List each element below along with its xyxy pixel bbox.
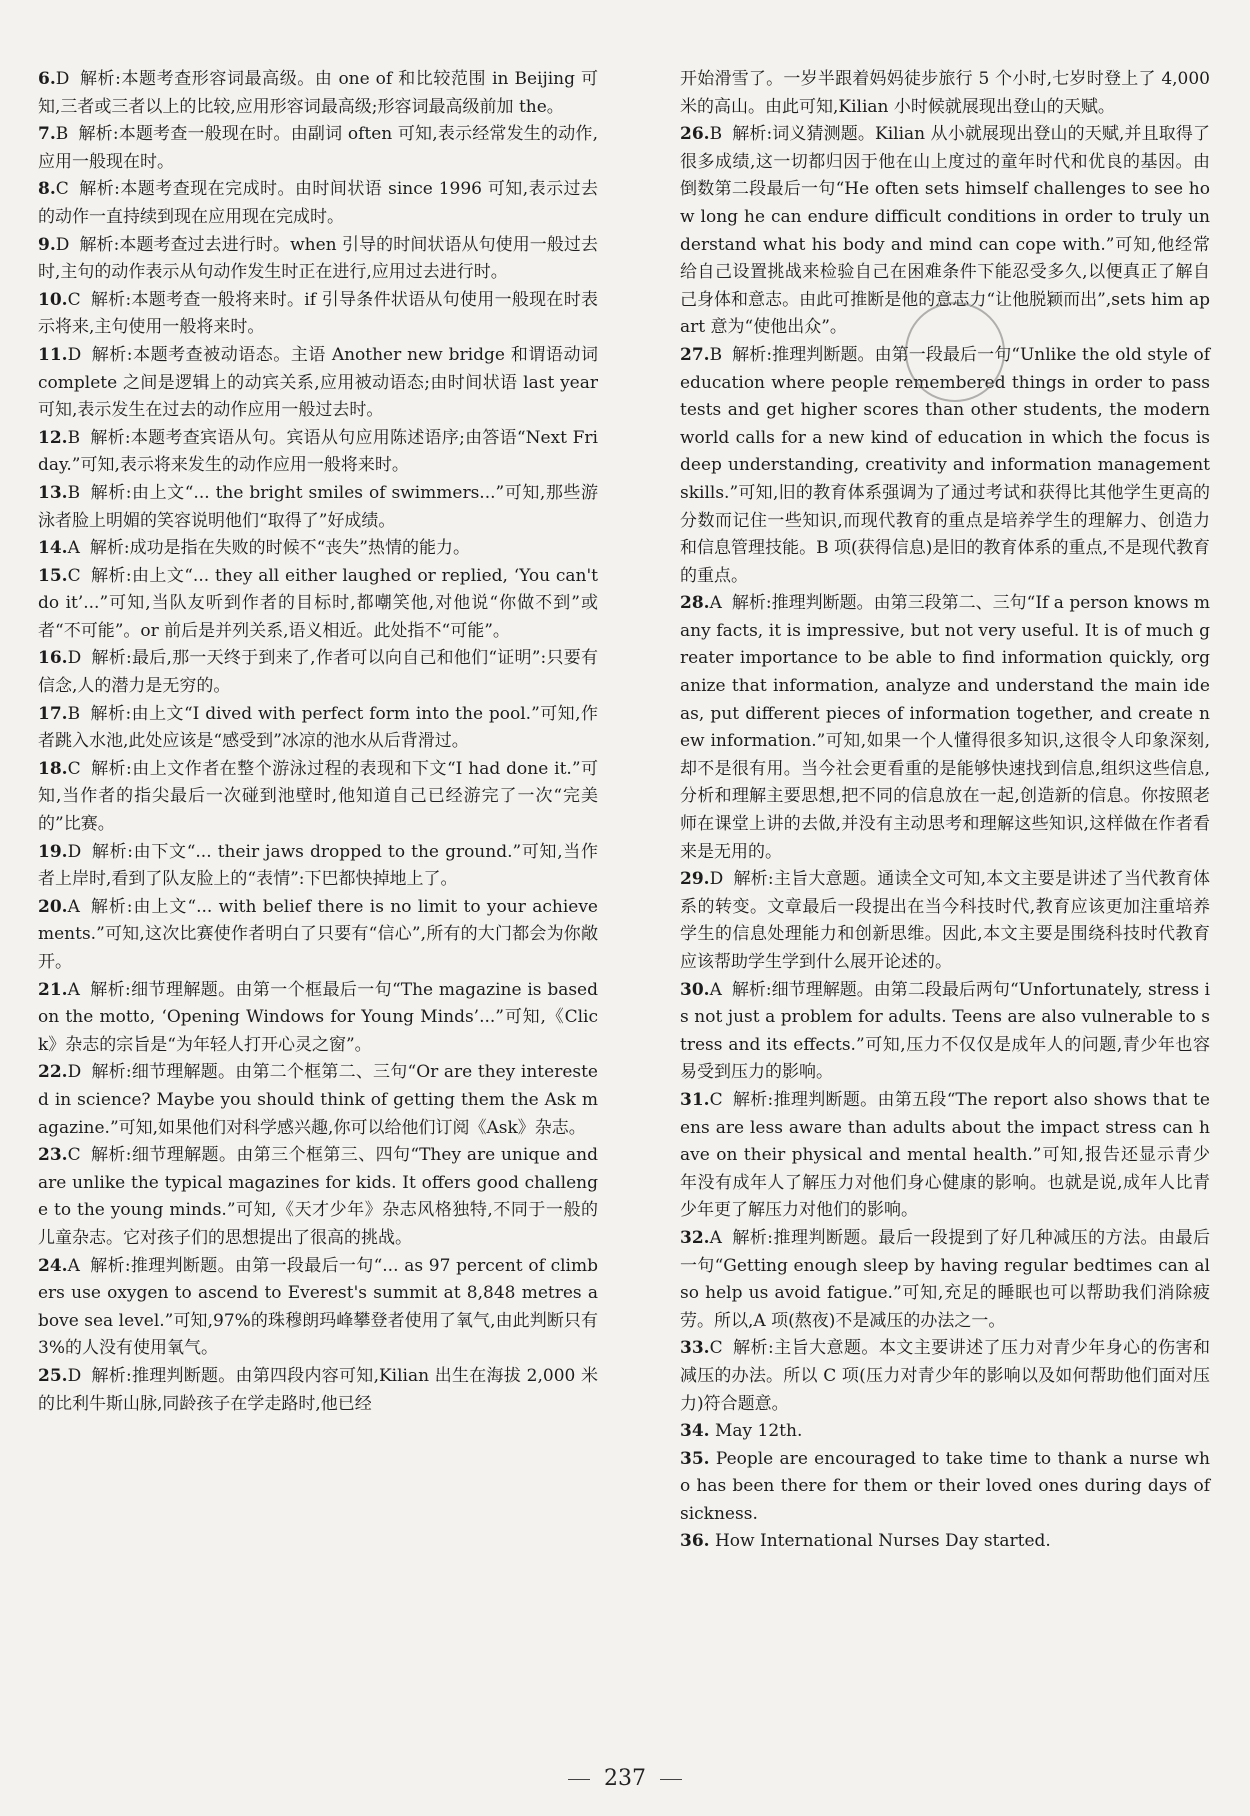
answer-letter: A	[709, 1227, 722, 1248]
question-number: 8.	[38, 179, 56, 200]
explanation-text: 解析:主旨大意题。本文主要讲述了压力对青少年身心的伤害和减压的办法。所以 C 项(压力对青少年的影响以及如何帮助他们面对压力)符合题意。	[680, 1338, 1210, 1414]
answer-item	[38, 121, 598, 176]
explanation-text: 解析:本题考查过去进行时。when 引导的时间状语从句使用一般过去时,主句的动作表示从句动作发生时正在进行,应用过去进行时。	[38, 234, 598, 283]
answer-item	[38, 1363, 598, 1418]
footer-dash-right	[660, 1779, 682, 1780]
page-number: 237	[604, 1766, 646, 1791]
question-number: 21.	[38, 979, 68, 1000]
answer-letter: D	[67, 841, 82, 862]
answer-item	[680, 590, 1210, 866]
answer-letter: C	[67, 1145, 81, 1166]
explanation-text: 解析:由上文“... with belief there is no limit to your achievements.”可知,这次比赛使作者明白了只要有“信心”,所有的大门都会为你敞开。	[38, 896, 598, 972]
question-number: 12.	[38, 427, 68, 448]
question-number: 35.	[680, 1448, 710, 1469]
explanation-text: 解析:推理判断题。由第一段最后一句“... as 97 percent of climbers use oxygen to ascend to Everest's summit at 8,848 metres above sea level.”可知,97%的珠穆朗玛峰攀登者使用了氧气,由此判断只有3%的人没有使用氧气。	[38, 1255, 598, 1359]
explanation-text: 解析:本题考查现在完成时。由时间状语 since 1996 可知,表示过去的动作一直持续到现在应用现在完成时。	[38, 179, 598, 227]
explanation-text: 解析:本题考查宾语从句。宾语从句应用陈述语序;由答语“Next Friday.”可知,表示将来发生的动作应用一般将来时。	[38, 427, 598, 476]
explanation-text: 解析:主旨大意题。通读全文可知,本文主要是讲述了当代教育体系的转变。文章最后一段提出在当今科技时代,教育应该更加注重培养学生的信息处理能力和创新思维。因此,本文主要是围绕科技时代教育应该帮助学生学到什么展开论述的。	[680, 869, 1210, 972]
answer-item	[38, 756, 598, 839]
question-number: 7.	[38, 124, 56, 145]
answer-item	[38, 839, 598, 894]
explanation-text: 解析:由上文“... the bright smiles of swimmers...”可知,那些游泳者脸上明媚的笑容说明他们“取得了”好成绩。	[38, 482, 598, 531]
answer-letter: C	[67, 758, 81, 779]
explanation-text: 解析:细节理解题。由第一个框最后一句“The magazine is based on the motto, ‘Opening Windows for Young Minds’...”可知,《Click》杂志的宗旨是“为年轻人打开心灵之窗”。	[38, 979, 598, 1055]
answer-item	[680, 1335, 1210, 1418]
question-number: 22.	[38, 1062, 68, 1083]
question-number: 36.	[680, 1531, 710, 1552]
question-number: 20.	[38, 896, 68, 917]
explanation-text: 解析:推理判断题。最后一段提到了好几种减压的方法。由最后一句“Getting enough sleep by having regular bedtimes can also help us avoid fatigue.”可知,充足的睡眠也可以帮助我们消除疲劳。所以,A 项(熬夜)不是减压的办法之一。	[680, 1227, 1210, 1331]
explanation-text: 解析:由上文“I dived with perfect form into the pool.”可知,作者跳入水池,此处应该是“感受到”冰凉的池水从后背滑过。	[38, 703, 598, 752]
answer-letter: B	[67, 482, 81, 503]
answer-item	[680, 1087, 1210, 1225]
explanation-text: 解析:由上文“... they all either laughed or replied, ‘You can't do it’...”可知,当队友听到作者的目标时,都嘲笑他,对他说“你做不到”或者“不可能”。or 前后是并列关系,语义相近。此处指不“可能”。	[38, 565, 598, 641]
answer-letter: A	[709, 979, 722, 1000]
explanation-text: 解析:推理判断题。由第三段第二、三句“If a person knows many facts, it is impressive, but not very useful. It is of much greater importance to be able to find information quickly, organize that information, analyze and understand the main ideas, put different pieces of information together, and create new information.”可知,如果一个人懂得很多知识,这很令人印象深刻,却不是很有用。当今社会更看重的是能够快速找到信息,组织这些信息,分析和理解主要思想,把不同的信息放在一起,创造新的信息。你按照老师在课堂上讲的去做,并没有主动思考和理解这些知识,这样做在作者看来是无用的。	[680, 593, 1210, 862]
answer-letter: D	[67, 1365, 82, 1386]
question-number: 25.	[38, 1365, 68, 1386]
answer-letter: A	[67, 1255, 80, 1276]
answer-item	[38, 535, 598, 563]
answer-item	[38, 1059, 598, 1142]
answer-letter: B	[709, 124, 723, 145]
answer-item	[680, 866, 1210, 976]
explanation-text: 解析:本题考查形容词最高级。由 one of 和比较范围 in Beijing 可知,三者或三者以上的比较,应用形容词最高级;形容词最高级前加 the。	[38, 69, 598, 117]
explanation-text: May 12th.	[714, 1421, 803, 1442]
explanation-text: 解析:本题考查一般将来时。if 引导条件状语从句使用一般现在时表示将来,主句使用一般将来时。	[38, 289, 598, 338]
answer-letter: C	[67, 289, 81, 310]
answer-item	[680, 977, 1210, 1087]
question-number: 27.	[680, 344, 710, 365]
explanation-text: 解析:推理判断题。由第四段内容可知,Kilian 出生在海拔 2,000 米的比利牛斯山脉,同龄孩子在学走路时,他已经	[38, 1365, 598, 1414]
answer-letter: B	[67, 703, 81, 724]
answer-item	[38, 1142, 598, 1252]
page-footer	[0, 1766, 1250, 1791]
explanation-text: 解析:成功是指在失败的时候不“丧失”热情的能力。	[89, 538, 470, 559]
watermark-stamp	[905, 302, 1005, 402]
question-number: 15.	[38, 565, 68, 586]
question-number: 11.	[38, 344, 68, 365]
question-number: 6.	[38, 69, 56, 89]
question-number: 16.	[38, 648, 68, 669]
answer-letter: D	[709, 869, 724, 890]
explanation-text: People are encouraged to take time to thank a nurse who has been there for them or their loved ones during days of sickness.	[680, 1448, 1210, 1524]
answer-item	[38, 977, 598, 1060]
answer-letter: D	[55, 69, 70, 89]
explanation-text: 解析:由下文“... their jaws dropped to the ground.”可知,当作者上岸时,看到了队友脸上的“表情”:下巴都快掉地上了。	[38, 841, 598, 890]
explanation-text: 解析:由上文作者在整个游泳过程的表现和下文“I had done it.”可知,当作者的指尖最后一次碰到池壁时,他知道自己已经游完了一次“完美的”比赛。	[38, 758, 598, 835]
explanation-text: 开始滑雪了。一岁半跟着妈妈徒步旅行 5 个小时,七岁时登上了 4,000 米的高山。由此可知,Kilian 小时候就展现出登山的天赋。	[680, 69, 1210, 117]
explanation-text: How International Nurses Day started.	[714, 1531, 1051, 1552]
question-number: 30.	[680, 979, 710, 1000]
answer-item	[38, 701, 598, 756]
answer-item	[38, 342, 598, 425]
answer-item	[38, 480, 598, 535]
answer-letter: A	[67, 896, 80, 917]
question-number: 9.	[38, 234, 56, 255]
explanation-text: 解析:推理判断题。由第一段最后一句“Unlike the old style of education where people remembered things in order to pass tests and get higher scores than other students, the modern world calls for a new kind of education in which the focus is deep understanding, creativity and information management skills.”可知,旧的教育体系强调为了通过考试和获得比其他学生更高的分数而记住一些知识,而现代教育的重点是培养学生的理解力、创造力和信息管理技能。B 项(获得信息)是旧的教育体系的重点,不是现代教育的重点。	[680, 344, 1210, 586]
answer-letter: B	[55, 124, 69, 145]
answer-letter: B	[709, 344, 723, 365]
answer-item	[38, 425, 598, 480]
question-number: 10.	[38, 289, 68, 310]
answer-item	[680, 1418, 1210, 1446]
answer-item	[38, 287, 598, 342]
answer-letter: A	[67, 979, 80, 1000]
explanation-text: 解析:本题考查被动语态。主语 Another new bridge 和谓语动词 complete 之间是逻辑上的动宾关系,应用被动语态;由时间状语 last year 可知,表示发生在过去的动作应用一般过去时。	[38, 344, 598, 421]
answer-letter: D	[67, 648, 82, 669]
right-column	[680, 66, 1210, 1556]
question-number: 17.	[38, 703, 68, 724]
question-number: 19.	[38, 841, 68, 862]
question-number: 23.	[38, 1145, 68, 1166]
answer-letter: B	[67, 427, 81, 448]
question-number: 34.	[680, 1421, 710, 1442]
question-number: 18.	[38, 758, 68, 779]
question-number: 26.	[680, 124, 710, 145]
explanation-text: 解析:细节理解题。由第二段最后两句“Unfortunately, stress is not just a problem for adults. Teens are also vulnerable to stress and its effects.”可知,压力不仅仅是成年人的问题,青少年也容易受到压力的影响。	[680, 979, 1210, 1083]
answer-letter: C	[709, 1089, 723, 1110]
question-number: 33.	[680, 1338, 710, 1359]
question-number: 13.	[38, 482, 68, 503]
left-column	[38, 66, 598, 1418]
answer-letter: C	[55, 179, 69, 200]
explanation-text: 解析:词义猜测题。Kilian 从小就展现出登山的天赋,并且取得了很多成绩,这一切都归因于他在山上度过的童年时代和优良的基因。由倒数第二段最后一句“He often sets himself challenges to see how long he can endure difficult conditions in order to truly understand what his body and mind can cope with.”可知,他经常给自己设置挑战来检验自己在困难条件下能忍受多久,以便真正了解自己身体和意志。由此可推断是他的意志力“让他脱颖而出”,sets him apart 意为“使他出众”。	[680, 124, 1210, 338]
answer-item	[38, 1253, 598, 1363]
answer-item	[38, 66, 598, 121]
question-number: 31.	[680, 1089, 710, 1110]
question-number: 24.	[38, 1255, 68, 1276]
explanation-text: 解析:最后,那一天终于到来了,作者可以向自己和他们“证明”:只要有信念,人的潜力是无穷的。	[38, 648, 598, 697]
answer-item	[680, 1225, 1210, 1335]
footer-dash-left	[568, 1779, 590, 1780]
question-number: 32.	[680, 1227, 710, 1248]
answer-letter: D	[67, 344, 82, 365]
explanation-text: 解析:推理判断题。由第五段“The report also shows that teens are less aware than adults about the impact stress can have on their physical and mental health.”可知,报告还显示青少年没有成年人了解压力对他们身心健康的影响。也就是说,成年人比青少年更了解压力对他们的影响。	[680, 1089, 1210, 1221]
answer-letter: D	[67, 1062, 82, 1083]
answer-letter: C	[709, 1338, 723, 1359]
question-number: 29.	[680, 869, 710, 890]
answer-letter: D	[55, 234, 70, 255]
answer-item	[38, 645, 598, 700]
explanation-text: 解析:本题考查一般现在时。由副词 often 可知,表示经常发生的动作,应用一般现在时。	[38, 124, 598, 172]
answer-item	[38, 894, 598, 977]
answer-item	[38, 232, 598, 287]
answer-letter: A	[67, 538, 80, 559]
answer-item	[680, 66, 1210, 121]
explanation-text: 解析:细节理解题。由第二个框第二、三句“Or are they interested in science? Maybe you should think of getting them the Ask magazine.”可知,如果他们对科学感兴趣,你可以给他们订阅《Ask》杂志。	[38, 1062, 598, 1138]
answer-letter: A	[709, 593, 722, 614]
answer-item	[38, 563, 598, 646]
explanation-text: 解析:细节理解题。由第三个框第三、四句“They are unique and are unlike the typical magazines for kids. It offers good challenge to the young minds.”可知,《天才少年》杂志风格独特,不同于一般的儿童杂志。它对孩子们的思想提出了很高的挑战。	[38, 1145, 598, 1248]
answer-letter: C	[67, 565, 81, 586]
question-number: 28.	[680, 593, 710, 614]
answer-item	[680, 1446, 1210, 1529]
answer-item	[38, 176, 598, 231]
question-number: 14.	[38, 538, 68, 559]
answer-item	[680, 1528, 1210, 1556]
